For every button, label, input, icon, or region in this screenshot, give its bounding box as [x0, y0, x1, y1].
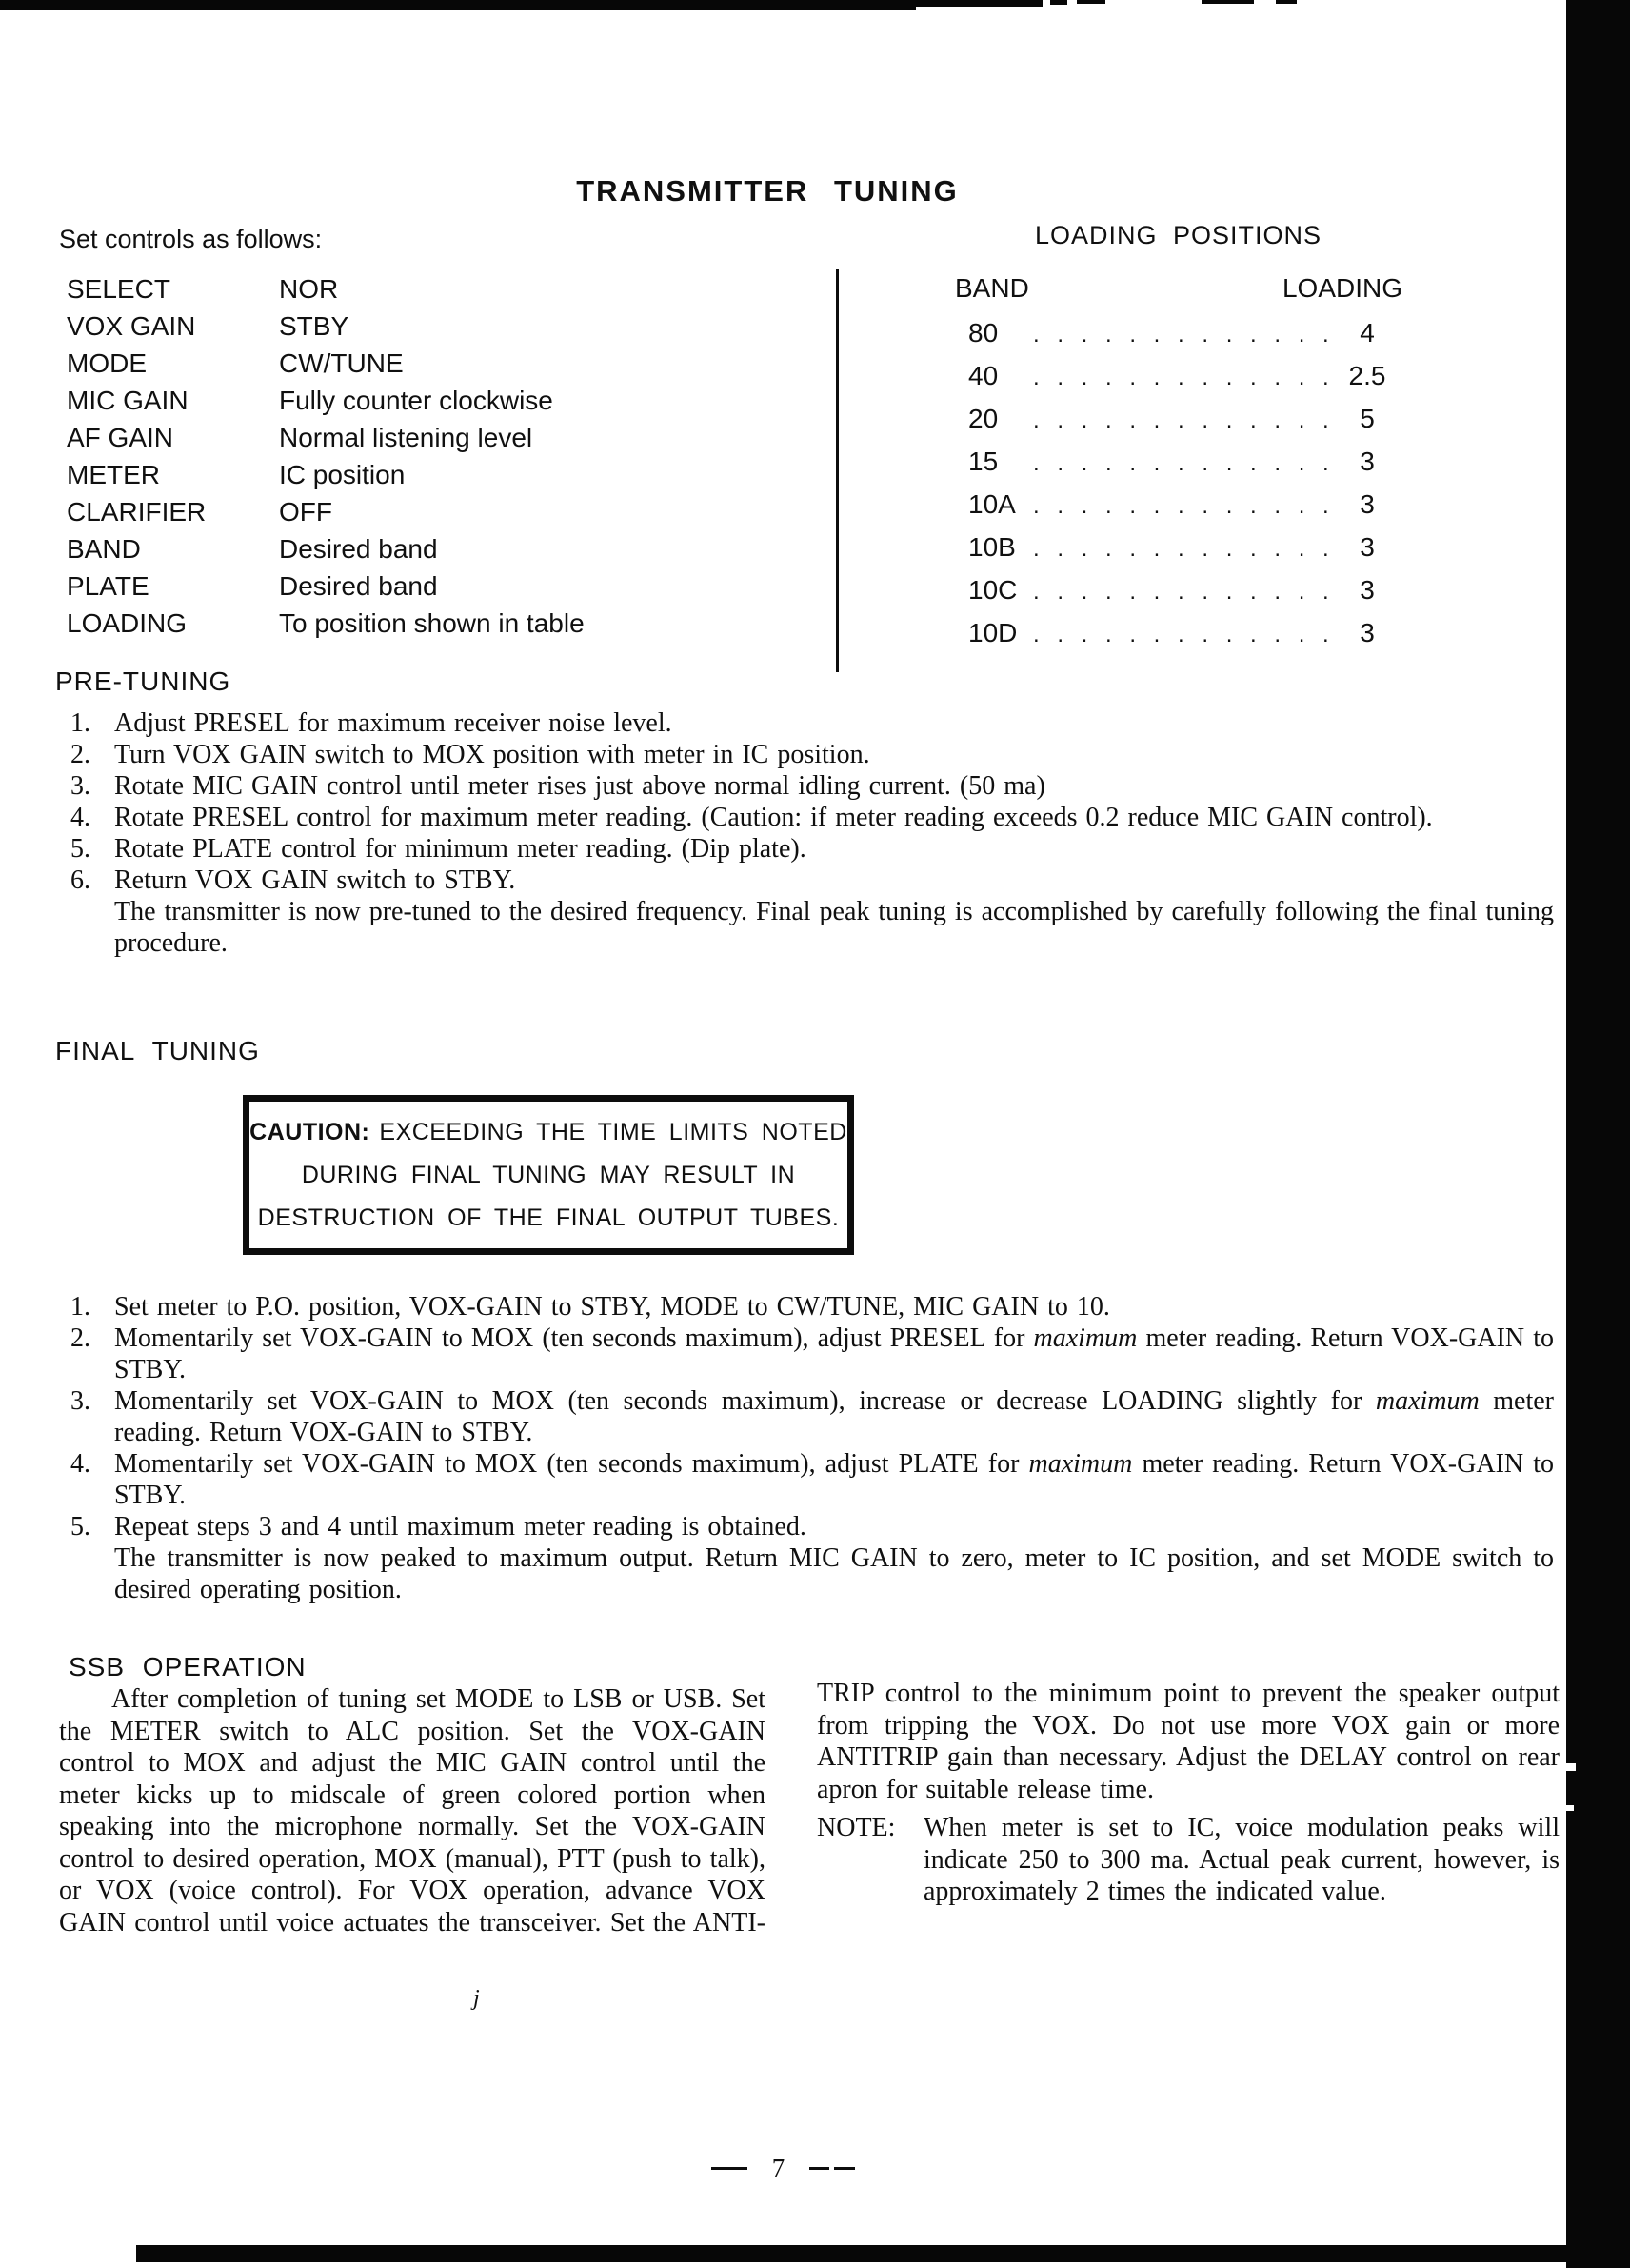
footer-dash: [809, 2167, 855, 2170]
pre-tuning-steps: [55, 707, 1554, 896]
loading-value: 3: [1360, 447, 1375, 476]
list-item: [55, 1511, 1554, 1542]
control-value: STBY: [279, 311, 349, 341]
control-row: [67, 419, 819, 456]
scan-border-top-dash: [1077, 0, 1105, 4]
control-row: [67, 308, 819, 345]
control-row: [67, 530, 819, 567]
scan-border-top-dash: [1050, 0, 1067, 5]
loading-row: [955, 527, 1402, 569]
stray-mark: j: [473, 1986, 480, 2011]
note-text: When meter is set to IC, voice modulation peaks will indicate 250 to 300 ma. Actual peak current, however, is approximately 2 times the indicated value.: [924, 1813, 1560, 1906]
loading-row: [955, 441, 1402, 484]
loading-row: [955, 484, 1402, 527]
caution-box: [243, 1095, 854, 1255]
caution-line: DESTRUCTION OF THE FINAL OUTPUT TUBES.: [257, 1204, 840, 1231]
step-text: Set meter to P.O. position, VOX-GAIN to STBY, MODE to CW/TUNE, MIC GAIN to 10.: [114, 1292, 1110, 1322]
step-number: 1.: [70, 708, 90, 738]
scan-border-top-dash: [1276, 0, 1297, 4]
loading-column-header: LOADING: [1282, 273, 1402, 303]
note-block: [817, 1812, 1560, 1908]
section-heading-final-tuning: FINAL TUNING: [55, 1036, 260, 1065]
scan-border-top-dash: [1202, 0, 1254, 4]
control-value: Desired band: [279, 534, 438, 564]
loading-row: [955, 398, 1402, 441]
page-title: TRANSMITTER TUNING: [576, 174, 959, 208]
step-number: 3.: [70, 1386, 90, 1416]
band-value: 10D: [968, 618, 1018, 647]
control-value: Fully counter clockwise: [279, 386, 553, 415]
loading-row: [955, 312, 1402, 355]
leader-dots: [1033, 357, 1332, 398]
step-number: 2.: [70, 740, 90, 769]
step-number: 6.: [70, 865, 90, 895]
list-item: [55, 833, 1554, 865]
ssb-right-column: [817, 1678, 1560, 1908]
list-item: [55, 802, 1554, 833]
ssb-left-column: After completion of tuning set MODE to LSB or USB. Set the METER switch to ALC position. Set the VOX-GAIN control to MOX and adjust the MIC GAIN control until the meter kicks up to midscale of green colored portion when speaking into the microphone normally. Set the VOX-GAIN control to desired operation, MOX (manual), PTT (push to talk), or VOX (voice control). For VOX operation, advance VOX GAIN control until voice actuates the transceiver. Set the ANTI-: [59, 1684, 765, 1938]
list-item: [55, 1385, 1554, 1448]
list-item: [55, 1448, 1554, 1511]
scan-border-notch: [1566, 1763, 1576, 1771]
page-number: 7: [771, 2154, 785, 2182]
control-label: LOADING: [67, 608, 188, 638]
control-label: SELECT: [67, 274, 170, 304]
list-item: [55, 865, 1554, 896]
scan-border-bottom: [136, 2245, 1566, 2262]
control-value: Normal listening level: [279, 423, 533, 452]
section-heading-pre-tuning: PRE-TUNING: [55, 666, 231, 696]
control-row: [67, 382, 819, 419]
step-text: Repeat steps 3 and 4 until maximum meter reading is obtained.: [114, 1512, 806, 1542]
band-value: 10B: [968, 532, 1016, 562]
step-text: Momentarily set VOX-GAIN to MOX (ten seconds maximum), adjust PRESEL for maximum meter reading. Return VOX-GAIN to STBY.: [114, 1323, 1554, 1384]
control-value: NOR: [279, 274, 339, 304]
section-heading-ssb-operation: SSB OPERATION: [69, 1652, 307, 1681]
loading-row: [955, 569, 1402, 612]
step-number: 5.: [70, 834, 90, 864]
pre-tuning-section: [55, 666, 1554, 959]
caution-text: EXCEEDING THE TIME LIMITS NOTED: [379, 1119, 847, 1145]
scan-border-top: [0, 0, 916, 10]
control-label: BAND: [67, 534, 141, 564]
step-number: 2.: [70, 1323, 90, 1353]
leader-dots: [1033, 400, 1332, 441]
final-tuning-steps: [55, 1291, 1554, 1542]
leader-dots: [1033, 528, 1332, 569]
step-text: Momentarily set VOX-GAIN to MOX (ten seconds maximum), adjust PLATE for maximum meter reading. Return VOX-GAIN to STBY.: [114, 1449, 1554, 1510]
loading-positions-header: [955, 268, 1402, 308]
control-label: MODE: [67, 348, 147, 378]
step-number: 3.: [70, 771, 90, 801]
final-tuning-heading-block: [55, 1036, 1554, 1066]
control-value: CW/TUNE: [279, 348, 404, 378]
list-item: [55, 739, 1554, 770]
control-label: METER: [67, 460, 160, 489]
step-number: 1.: [70, 1292, 90, 1322]
note-label: NOTE:: [817, 1813, 896, 1842]
control-row: [67, 456, 819, 493]
band-value: 80: [968, 318, 999, 348]
loading-value: 4: [1360, 318, 1375, 348]
final-tuning-closing-paragraph: The transmitter is now peaked to maximum output. Return MIC GAIN to zero, meter to IC position, and set MODE switch to desired operating position.: [114, 1543, 1554, 1604]
footer-dash: [711, 2167, 747, 2170]
controls-table: [67, 270, 819, 642]
control-row: [67, 270, 819, 308]
loading-positions-table: [955, 268, 1402, 655]
band-value: 10A: [968, 489, 1016, 519]
band-value: 40: [968, 361, 999, 390]
leader-dots: [1033, 443, 1332, 484]
step-number: 4.: [70, 1449, 90, 1479]
control-value: To position shown in table: [279, 608, 585, 638]
control-row: [67, 493, 819, 530]
leader-dots: [1033, 614, 1332, 655]
loading-positions-title: LOADING POSITIONS: [1034, 221, 1322, 249]
loading-value: 3: [1360, 618, 1375, 647]
scan-border-right: [1566, 0, 1630, 2268]
leader-dots: [1033, 486, 1332, 527]
loading-value: 3: [1360, 575, 1375, 605]
step-text: Momentarily set VOX-GAIN to MOX (ten seconds maximum), increase or decrease LOADING slightly for maximum meter reading. Return VOX-GAIN to STBY.: [114, 1386, 1554, 1447]
list-item: [55, 1291, 1554, 1323]
control-row: [67, 605, 819, 642]
step-text: Adjust PRESEL for maximum receiver noise level.: [114, 708, 672, 738]
column-divider: [836, 269, 839, 672]
loading-value: 3: [1360, 489, 1375, 519]
scan-border-top-fragment: [916, 0, 1043, 7]
step-number: 5.: [70, 1512, 90, 1542]
control-label: VOX GAIN: [67, 311, 196, 341]
control-label: CLARIFIER: [67, 497, 207, 527]
control-label: MIC GAIN: [67, 386, 189, 415]
pre-tuning-closing-paragraph: The transmitter is now pre-tuned to the desired frequency. Final peak tuning is accomplished by carefully following the final tuning procedure.: [114, 897, 1555, 958]
caution-line: DURING FINAL TUNING MAY RESULT IN: [301, 1162, 796, 1188]
loading-row: [955, 612, 1402, 655]
loading-value: 3: [1360, 532, 1375, 562]
control-label: AF GAIN: [67, 423, 174, 452]
scan-border-notch: [1566, 1805, 1574, 1811]
caution-line: [249, 1111, 847, 1154]
band-value: 20: [968, 404, 999, 433]
step-text: Turn VOX GAIN switch to MOX position with meter in IC position.: [114, 740, 870, 769]
band-column-header: BAND: [955, 273, 1029, 303]
band-value: 15: [968, 447, 999, 476]
step-number: 4.: [70, 803, 90, 832]
control-row: [67, 567, 819, 605]
control-row: [67, 345, 819, 382]
loading-value: 5: [1360, 404, 1375, 433]
list-item: [55, 707, 1554, 739]
band-value: 10C: [968, 575, 1018, 605]
leader-dots: [1033, 571, 1332, 612]
step-text: Return VOX GAIN switch to STBY.: [114, 865, 516, 895]
list-item: [55, 770, 1554, 802]
control-label: PLATE: [67, 571, 149, 601]
step-text: Rotate PRESEL control for maximum meter reading. (Caution: if meter reading exceeds 0.2 reduce MIC GAIN control).: [114, 803, 1433, 832]
ssb-right-paragraph: TRIP control to the minimum point to prevent the speaker output from tripping the VOX. Do not use more VOX gain or more ANTITRIP gain than necessary. Adjust the DELAY control on rear apron for suitable release time.: [817, 1679, 1560, 1804]
controls-intro: Set controls as follows:: [59, 225, 323, 253]
page-footer: [0, 2154, 1566, 2183]
loading-row: [955, 355, 1402, 398]
step-text: Rotate MIC GAIN control until meter rises just above normal idling current. (50 ma): [114, 771, 1045, 801]
caution-label: CAUTION:: [249, 1119, 370, 1145]
step-text: Rotate PLATE control for minimum meter reading. (Dip plate).: [114, 834, 806, 864]
final-tuning-section: [55, 1291, 1554, 1605]
control-value: OFF: [279, 497, 332, 527]
list-item: [55, 1323, 1554, 1385]
leader-dots: [1033, 314, 1332, 355]
control-value: Desired band: [279, 571, 438, 601]
loading-value: 2.5: [1348, 361, 1386, 390]
control-value: IC position: [279, 460, 406, 489]
